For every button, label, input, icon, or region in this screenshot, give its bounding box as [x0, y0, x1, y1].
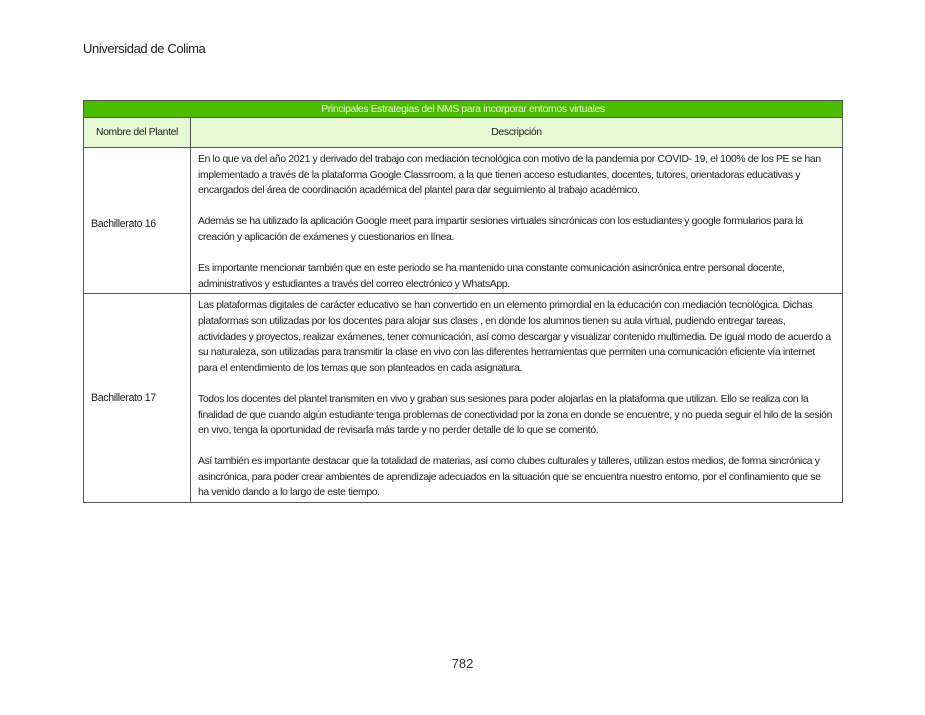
table-title-row — [84, 101, 843, 118]
description-paragraph: En lo que va del año 2021 y derivado del trabajo con mediación tecnológica con motivo de la pandemia por COVID- 19, el 100% de los PE se han implementado a través de la plataforma Google Classrroom, a la que tienen acceso estudiantes, docentes, tutores, orientadoras educativas y encargados del área de coordinación académica del plantel para dar seguimiento al trabajo académico. — [198, 154, 821, 197]
plantel-name: Bachillerato 16 — [84, 148, 191, 294]
plantel-name: Bachillerato 17 — [84, 294, 191, 503]
table-title: Principales Estrategias del NMS para incorporar entornos virtuales — [84, 101, 843, 118]
column-header-name: Nombre del Plantel — [84, 118, 191, 148]
document-header: Universidad de Colima — [83, 41, 206, 56]
description-paragraph: Todos los docentes del plantel transmiten en vivo y graban sus sesiones para poder alojarlas en la plataforma que utilizan. Ello se realiza con la finalidad de que cuando algún estudiante tenga problemas de conectividad por la zona en donde se encuentre, y no pueda seguir el hilo de la sesión en vivo, tenga la oportunidad de revisarla más tarde y no perder detalle de lo que se comentó. — [198, 393, 833, 437]
page-number: 782 — [451, 656, 474, 671]
description-paragraph: Así también es importante destacar que la totalidad de materias, así como clubes culturales y talleres, utilizan estos medios, de forma sincrónica y asincrónica, para poder crear ambientes de aprendizaje adecuados en la situación que se encuentra nuestro entorno, por el confinamiento que se ha venido dando a lo largo de este tiempo. — [198, 456, 821, 499]
plantel-description — [191, 294, 843, 503]
table-row — [84, 148, 843, 294]
description-paragraph: Además se ha utilizado la aplicación Google meet para impartir sesiones virtuales sincrónicas con los estudiantes y google formularios para la creación y aplicación de exámenes y cuestionarios en línea. — [198, 216, 803, 243]
table-row — [84, 294, 843, 503]
description-paragraph: Las plataformas digitales de carácter educativo se han convertido en un elemento primordial en la educación con mediación tecnológica. Dichas plataformas son utilizadas por los docentes para alojar sus clases , en donde los alumnos tienen su aula virtual, pudiendo entregar tareas, actividades y proyectos, realizar exámenes, tener comunicación, así como descargar y visualizar contenido multimedia. De igual modo de acuerdo a su naturaleza, son utilizadas para transmitir la clase en vivo con las diferentes herramientas que permiten una comunicación eficiente vía internet para el entendimiento de los temas que son planteados en cada asignatura. — [198, 300, 831, 374]
column-header-description: Descripción — [191, 118, 843, 148]
plantel-description — [191, 148, 843, 294]
description-paragraph: Es importante mencionar también que en este periodo se ha mantenido una constante comunicación asincrónica entre personal docente, administrativos y estudiantes a través del correo electrónico y WhatsApp. — [198, 263, 785, 290]
column-header-row — [84, 118, 843, 148]
strategies-table — [83, 100, 843, 503]
